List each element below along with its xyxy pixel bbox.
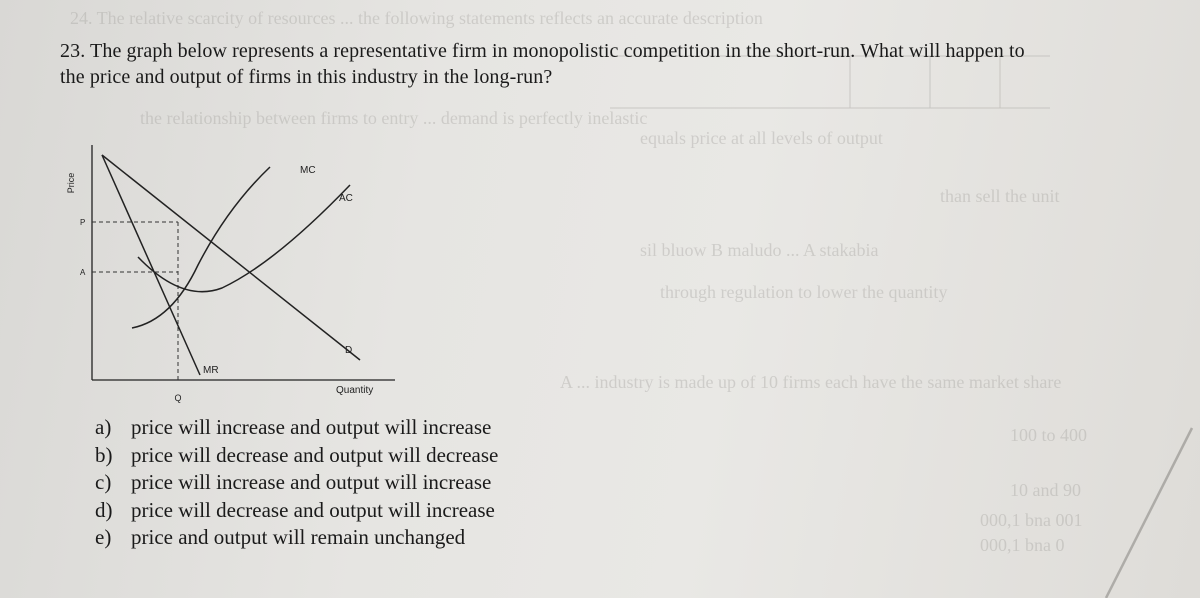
answer-text: price will increase and output will increase xyxy=(131,470,492,494)
bleed-through-text: equals price at all levels of output xyxy=(640,128,883,148)
answer-text: price and output will remain unchanged xyxy=(131,525,466,549)
answer-option-a[interactable] xyxy=(95,414,498,442)
price-a-label: A xyxy=(80,268,86,277)
answer-text: price will increase and output will increase xyxy=(131,415,492,439)
answer-letter: b) xyxy=(95,442,113,467)
y-axis-label: Price xyxy=(66,172,76,194)
answer-option-b[interactable] xyxy=(95,442,498,470)
ac-label: AC xyxy=(339,193,353,204)
price-p-label: P xyxy=(80,218,86,227)
answer-option-d[interactable] xyxy=(95,497,498,525)
marginal-cost-curve xyxy=(132,167,270,328)
answer-text: price will decrease and output will decrease xyxy=(131,442,499,467)
monopolistic-competition-graph xyxy=(60,145,420,405)
bleed-through-text: sil bluow B maludo ... A stakabia xyxy=(640,240,879,260)
bleed-through-text: 000,1 bna 001 xyxy=(980,510,1083,530)
answer-option-c[interactable] xyxy=(95,469,498,497)
bleed-through-text: 000,1 bna 0 xyxy=(980,535,1065,555)
demand-curve xyxy=(102,155,360,360)
question-line-1: 23. The graph below represents a representative firm in monopolistic competition in the short-run. What will happen to xyxy=(60,40,1025,62)
question-text xyxy=(60,38,1180,90)
quantity-q-label: Q xyxy=(174,393,182,403)
answer-text: price will decrease and output will increase xyxy=(131,497,495,522)
answer-letter: a) xyxy=(95,415,112,439)
answer-letter: c) xyxy=(95,470,112,494)
average-cost-curve xyxy=(138,185,350,292)
answer-letter: e) xyxy=(95,525,112,549)
mr-label: MR xyxy=(203,365,219,376)
marginal-revenue-curve xyxy=(102,155,200,375)
x-axis-label: Quantity xyxy=(336,385,374,396)
bleed-through-text: 24. The relative scarcity of resources ... the following statements reflects an accurate description xyxy=(70,8,763,28)
paper-crease xyxy=(1080,420,1200,598)
bleed-through-text: the relationship between firms to entry ... demand is perfectly inelastic xyxy=(140,108,648,128)
bleed-through-text: through regulation to lower the quantity xyxy=(660,282,948,302)
graph-svg xyxy=(60,145,420,405)
bleed-through-text: A ... industry is made up of 10 firms each have the same market share xyxy=(560,372,1062,392)
answer-options xyxy=(95,414,498,552)
bleed-through-text: than sell the unit xyxy=(940,186,1060,206)
answer-option-e[interactable] xyxy=(95,524,498,552)
mc-label: MC xyxy=(300,165,316,176)
d-label: D xyxy=(345,345,353,356)
answer-letter: d) xyxy=(95,497,113,522)
bleed-through-text: 100 to 400 xyxy=(1010,425,1088,445)
bleed-through-text: 10 and 90 xyxy=(1010,480,1081,500)
question-line-2: the price and output of firms in this industry in the long-run? xyxy=(60,66,553,88)
